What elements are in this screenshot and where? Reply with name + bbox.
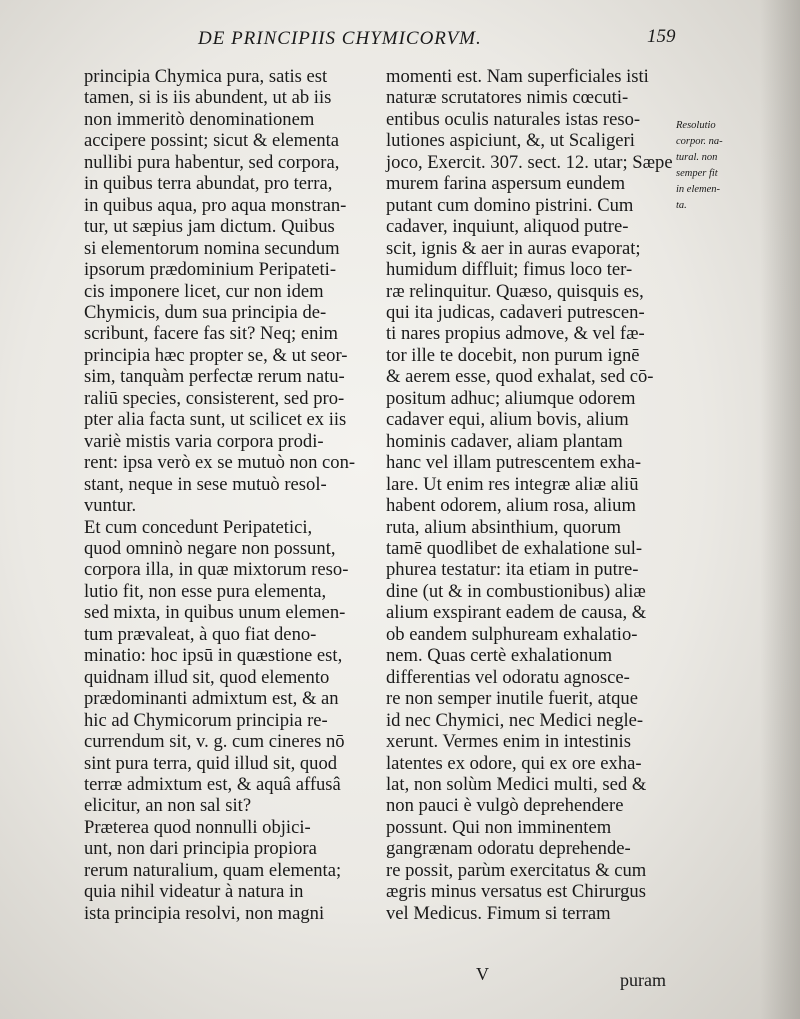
text-line: quod omninò negare non possunt,: [84, 537, 336, 559]
text-line: corpora illa, in quæ mixtorum reso-: [84, 559, 349, 581]
text-line: lutiones aspiciunt, &, ut Scaligeri: [386, 130, 635, 152]
text-line: quidnam illud sit, quod elemento: [84, 666, 330, 688]
text-line: differentias vel odoratu agnosce-: [386, 666, 630, 688]
text-line: non immeritò denominationem: [84, 108, 315, 130]
text-line: dine (ut & in combustionibus) aliæ: [386, 580, 646, 602]
signature-mark: V: [476, 964, 489, 984]
text-line: ruta, alium absinthium, quorum: [386, 516, 621, 538]
marginal-note-line: semper fit: [676, 168, 718, 179]
text-line: non pauci è vulgò deprehendere: [386, 795, 624, 817]
text-line: nullibi pura habentur, sed corpora,: [84, 151, 340, 173]
text-line: xerunt. Vermes enim in intestinis: [386, 731, 631, 753]
text-line: tamē quodlibet de exhalatione sul-: [386, 537, 643, 559]
text-line: hanc vel illam putrescentem exha-: [386, 452, 642, 474]
text-line: positum adhuc; aliumque odorem: [386, 387, 636, 409]
text-line: Præterea quod nonnulli objici-: [84, 816, 311, 838]
text-line: phurea testatur: ita etiam in putre-: [386, 559, 639, 581]
text-line: vuntur.: [84, 495, 137, 517]
left-text-column: [84, 66, 380, 924]
text-line: ægris minus versatus est Chirurgus: [386, 881, 646, 903]
text-line: alium exspirant eadem de causa, &: [386, 602, 647, 624]
text-line: Et cum concedunt Peripatetici,: [84, 516, 313, 538]
text-line: re possit, parùm exercitatus & cum: [386, 859, 647, 881]
text-line: pter alia facta sunt, ut scilicet ex iis: [84, 409, 347, 431]
text-line: currendum sit, v. g. cum cineres nō: [84, 731, 345, 753]
text-line: ipsorum prædominium Peripateti-: [84, 259, 337, 281]
text-line: lat, non solùm Medici multi, sed &: [386, 773, 647, 795]
text-line: prædominanti admixtum est, & an: [84, 688, 339, 710]
text-line: humidum diffluit; fimus loco ter-: [386, 259, 633, 281]
text-line: latentes ex odore, qui ex ore exha-: [386, 752, 642, 774]
text-line: lutio fit, non esse pura elementa,: [84, 580, 327, 602]
catchword: puram: [620, 970, 666, 990]
text-line: re non semper inutile fuerit, atque: [386, 688, 638, 710]
text-line: tamen, si is iis abundent, ut ab iis: [84, 87, 332, 109]
text-line: stant, neque in sese mutuò resol-: [84, 473, 327, 495]
text-line: sim, tanquàm perfectæ rerum natu-: [84, 366, 345, 388]
text-line: gangrænam odoratu deprehende-: [386, 838, 631, 860]
text-line: tum prævaleat, à quo fiat deno-: [84, 623, 317, 645]
marginal-note-line: ta.: [676, 200, 687, 211]
text-line: cis imponere licet, cur non idem: [84, 280, 324, 302]
text-line: cadaver, inquiunt, aliquod putre-: [386, 216, 629, 238]
text-line: minatio: hoc ipsū in quæstione est,: [84, 645, 343, 667]
page-number: 159: [647, 26, 676, 47]
text-line: unt, non dari principia propiora: [84, 838, 317, 860]
text-line: tor ille te docebit, non purum ignē: [386, 344, 640, 366]
text-line: tur, ut sæpius jam dictum. Quibus: [84, 216, 335, 238]
text-line: variè mistis varia corpora prodi-: [84, 430, 324, 452]
text-line: hic ad Chymicorum principia re-: [84, 709, 328, 731]
text-line: vel Medicus. Fimum si terram: [386, 902, 611, 924]
text-line: raliū species, consisterent, sed pro-: [84, 387, 345, 409]
text-line: principia hæc propter se, & ut seor-: [84, 344, 348, 366]
running-head: DE PRINCIPIIS CHYMICORVM.: [198, 28, 482, 49]
text-line: qui ita judicas, cadaveri putrescen-: [386, 301, 645, 323]
text-line: rerum naturalium, quam elementa;: [84, 859, 342, 881]
text-line: ti nares propius admove, & vel fæ-: [386, 323, 645, 345]
text-line: in quibus terra abundat, pro terra,: [84, 173, 333, 195]
text-line: & aerem esse, quod exhalat, sed cō-: [386, 366, 654, 388]
text-line: hominis cadaver, aliam plantam: [386, 430, 623, 452]
marginal-note-line: in elemen-: [676, 184, 721, 195]
text-line: ræ relinquitur. Quæso, quisquis es,: [386, 280, 644, 302]
text-line: nem. Quas certè exhalationum: [386, 645, 613, 667]
marginal-note-line: Resolutio: [676, 120, 716, 131]
text-line: scribunt, facere fas sit? Neq; enim: [84, 323, 339, 345]
text-line: scit, ignis & aer in auras evaporat;: [386, 237, 641, 259]
text-line: si elementorum nomina secundum: [84, 237, 340, 259]
text-line: ista principia resolvi, non magni: [84, 902, 325, 924]
marginal-note-line: tural. non: [676, 152, 718, 163]
text-line: in quibus aqua, pro aqua monstran-: [84, 194, 347, 216]
text-line: sint pura terra, quid illud sit, quod: [84, 752, 338, 774]
text-line: elicitur, an non sal sit?: [84, 795, 252, 817]
text-line: ob eandem sulphuream exhalatio-: [386, 623, 638, 645]
text-line: putant cum domino pistrini. Cum: [386, 194, 634, 216]
text-line: habent odorem, alium rosa, alium: [386, 495, 636, 517]
text-line: momenti est. Nam superficiales isti: [386, 66, 649, 87]
text-line: principia Chymica pura, satis est: [84, 66, 328, 87]
right-text-column: [386, 66, 678, 924]
text-line: terræ admixtum est, & aquâ affusâ: [84, 773, 341, 795]
text-line: id nec Chymici, nec Medici negle-: [386, 709, 644, 731]
text-line: entibus oculis naturales istas reso-: [386, 108, 641, 130]
text-line: accipere possint; sicut & elementa: [84, 130, 340, 152]
text-line: sed mixta, in quibus unum elemen-: [84, 602, 346, 624]
text-line: lare. Ut enim res integræ aliæ aliū: [386, 473, 639, 495]
text-line: Chymicis, dum sua principia de-: [84, 301, 327, 323]
text-line: quia nihil videatur à natura in: [84, 881, 304, 903]
text-line: possunt. Qui non imminentem: [386, 816, 612, 838]
text-line: cadaver equi, alium bovis, alium: [386, 409, 629, 431]
text-line: murem farina aspersum eundem: [386, 173, 626, 195]
page-edge-shadow: [760, 0, 800, 1019]
text-line: joco, Exercit. 307. sect. 12. utar; Sæpe: [386, 151, 673, 173]
text-line: rent: ipsa verò ex se mutuò non con-: [84, 452, 356, 474]
text-line: naturæ scrutatores nimis cœcuti-: [386, 87, 629, 109]
marginal-note-line: corpor. na-: [676, 136, 723, 147]
